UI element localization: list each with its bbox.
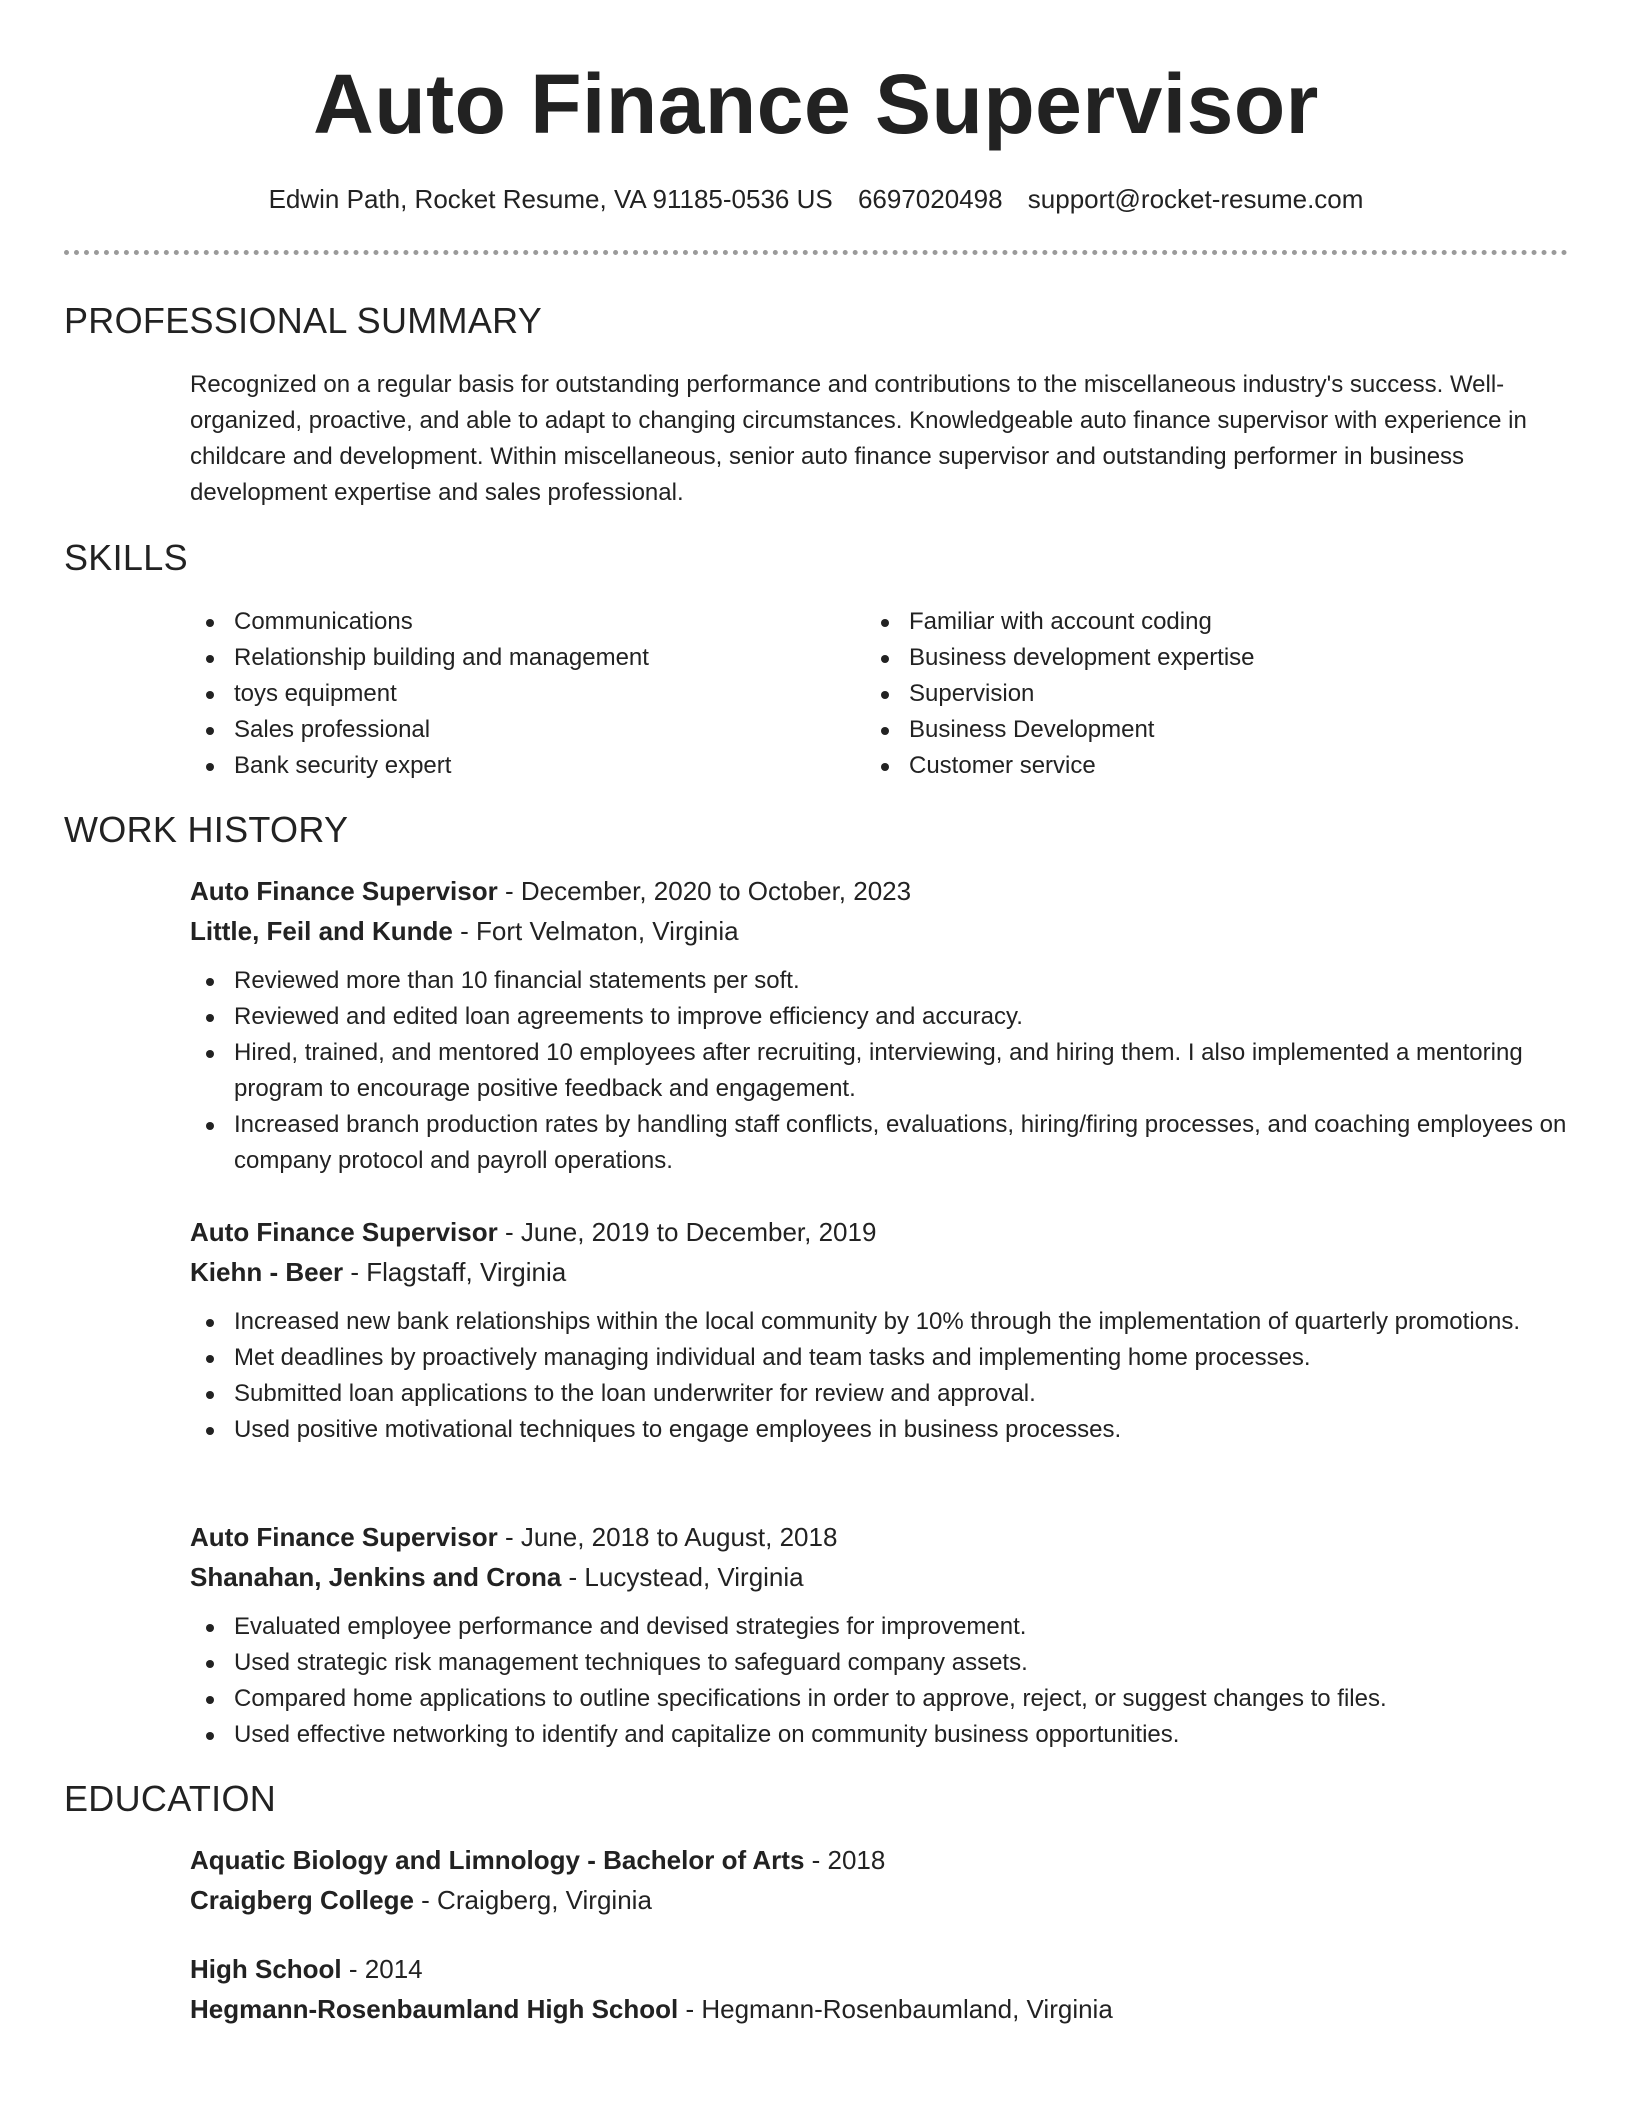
job-bullet: Used strategic risk management techniques to safeguard company assets. (190, 1645, 1570, 1681)
contact-address: Edwin Path, Rocket Resume, VA 91185-0536 US (268, 184, 833, 214)
job-bullet: Increased branch production rates by handling staff conflicts, evaluations, hiring/firing processes, and coaching employees on company protocol and payroll operations. (190, 1107, 1570, 1179)
job-bullet: Met deadlines by proactively managing individual and team tasks and implementing home processes. (190, 1340, 1570, 1376)
education-school: Hegmann-Rosenbaumland High School (190, 1994, 679, 2024)
skills-list-right (865, 604, 1505, 784)
job-company: Little, Feil and Kunde (190, 916, 453, 946)
work-history-heading: WORK HISTORY (64, 809, 349, 850)
job-title: Auto Finance Supervisor (190, 1522, 498, 1552)
skills-heading: SKILLS (64, 537, 188, 578)
summary-heading: PROFESSIONAL SUMMARY (64, 300, 543, 341)
job-bullet: Used effective networking to identify and capitalize on community business opportunities. (190, 1717, 1570, 1753)
job-entry (190, 1517, 1570, 1753)
job-bullet: Reviewed and edited loan agreements to improve efficiency and accuracy. (190, 999, 1570, 1035)
skill-item: Relationship building and management (190, 640, 830, 676)
education-heading: EDUCATION (64, 1778, 277, 1819)
skill-item: Sales professional (190, 712, 830, 748)
job-bullet: Compared home applications to outline specifications in order to approve, reject, or suggest changes to files. (190, 1681, 1570, 1717)
skill-item: toys equipment (190, 676, 830, 712)
job-bullet: Used positive motivational techniques to engage employees in business processes. (190, 1412, 1570, 1448)
skill-item: Business Development (865, 712, 1505, 748)
education-degree: High School (190, 1954, 342, 1984)
job-title: Auto Finance Supervisor (190, 876, 498, 906)
education-location: - Hegmann-Rosenbaumland, Virginia (678, 1994, 1113, 2024)
education-year: - 2018 (804, 1845, 886, 1875)
education-year: - 2014 (341, 1954, 423, 1984)
job-bullets (190, 963, 1570, 1179)
job-bullets (190, 1304, 1570, 1448)
contact-phone: 6697020498 (857, 184, 1003, 214)
header-divider (64, 250, 1568, 255)
job-entry (190, 871, 1570, 1179)
summary-text: Recognized on a regular basis for outstanding performance and contributions to the miscellaneous industry's success. Well-organized, proactive, and able to adapt to changing circumstances. Knowledgeable auto finance supervisor with experience in childcare and development. Within miscellaneous, senior auto finance supervisor and outstanding performer in business development expertise and sales professional. (190, 371, 1527, 506)
skill-item: Communications (190, 604, 830, 640)
job-dates: - June, 2018 to August, 2018 (497, 1522, 838, 1552)
job-bullet: Increased new bank relationships within the local community by 10% through the implementation of quarterly promotions. (190, 1304, 1570, 1340)
education-location: - Craigberg, Virginia (413, 1885, 652, 1915)
education-degree: Aquatic Biology and Limnology - Bachelor of Arts (190, 1845, 805, 1875)
skills-list-left (190, 604, 830, 784)
job-location: - Fort Velmaton, Virginia (452, 916, 739, 946)
job-entry (190, 1212, 1570, 1448)
job-company: Shanahan, Jenkins and Crona (190, 1562, 562, 1592)
skill-item: Bank security expert (190, 748, 830, 784)
job-title: Auto Finance Supervisor (190, 1217, 498, 1247)
job-company: Kiehn - Beer (190, 1257, 344, 1287)
education-entry (190, 1840, 1570, 1920)
job-location: - Lucystead, Virginia (561, 1562, 804, 1592)
contact-line (0, 184, 1632, 215)
job-bullet: Evaluated employee performance and devised strategies for improvement. (190, 1609, 1570, 1645)
education-entry (190, 1949, 1570, 2029)
job-bullet: Reviewed more than 10 financial statements per soft. (190, 963, 1570, 999)
job-dates: - June, 2019 to December, 2019 (497, 1217, 877, 1247)
skill-item: Supervision (865, 676, 1505, 712)
education-school: Craigberg College (190, 1885, 414, 1915)
skill-item: Familiar with account coding (865, 604, 1505, 640)
job-location: - Flagstaff, Virginia (343, 1257, 567, 1287)
skill-item: Business development expertise (865, 640, 1505, 676)
job-bullet: Submitted loan applications to the loan underwriter for review and approval. (190, 1376, 1570, 1412)
job-bullet: Hired, trained, and mentored 10 employees after recruiting, interviewing, and hiring them. I also implemented a mentoring program to encourage positive feedback and engagement. (190, 1035, 1570, 1107)
skill-item: Customer service (865, 748, 1505, 784)
job-bullets (190, 1609, 1570, 1753)
contact-email: support@rocket-resume.com (1027, 184, 1364, 214)
job-dates: - December, 2020 to October, 2023 (497, 876, 912, 906)
resume-title: Auto Finance Supervisor (313, 57, 1319, 151)
